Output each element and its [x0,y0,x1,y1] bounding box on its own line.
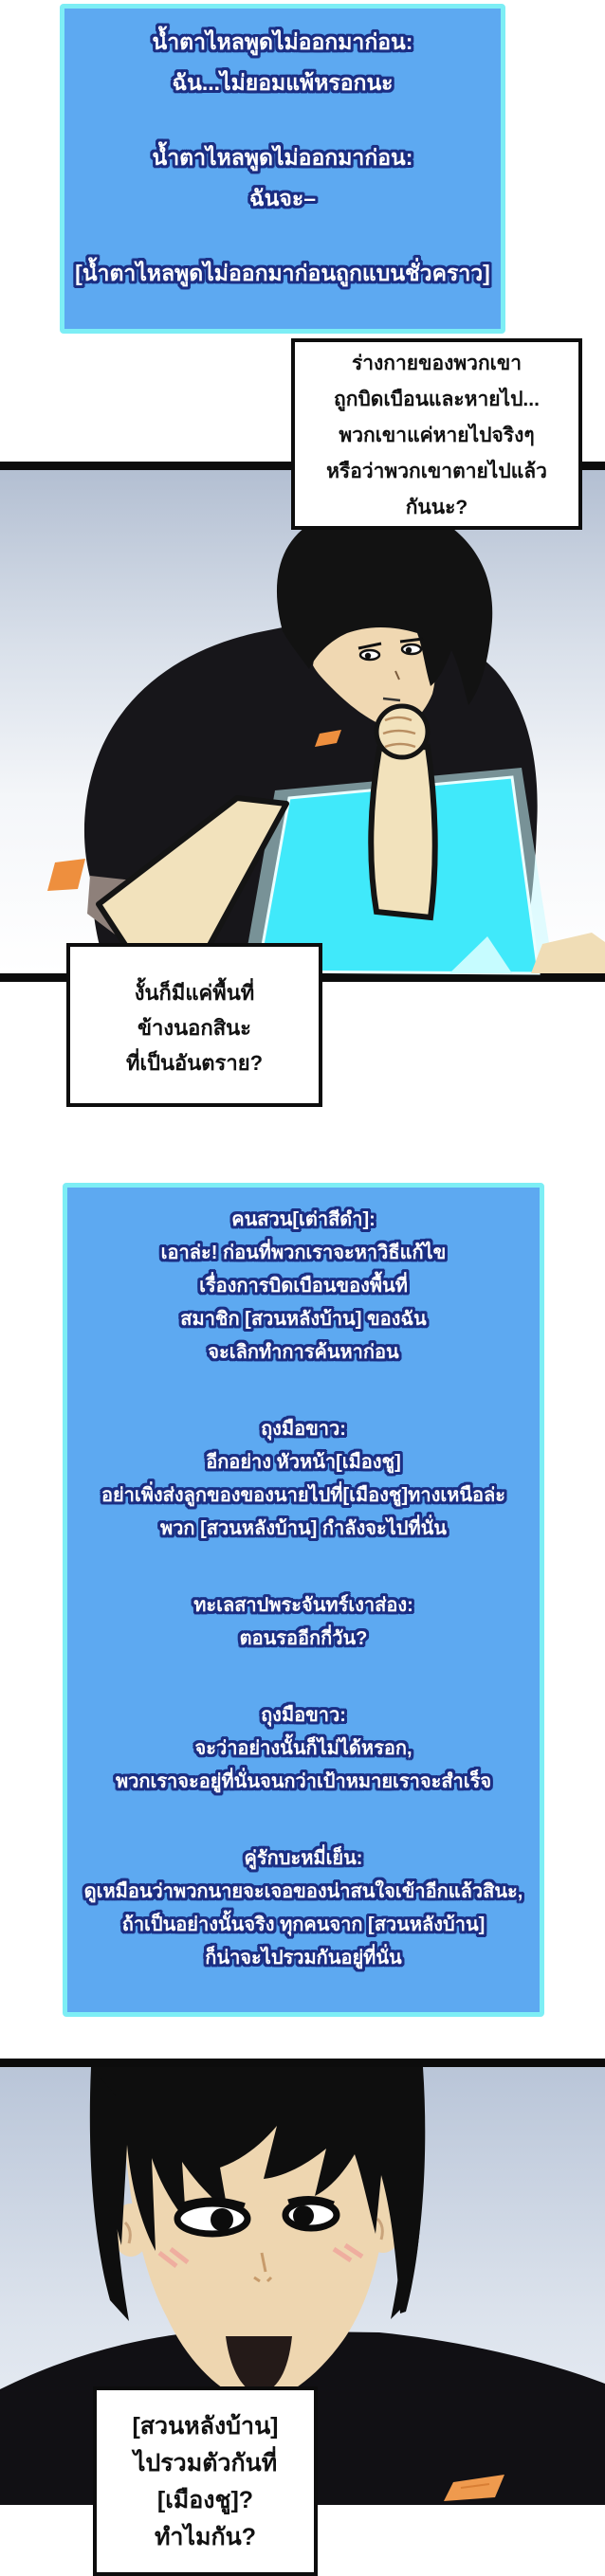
dialogue-line: ที่เป็นอันตราย? [125,1051,264,1075]
chat-line: ตอนรออีกกี่วัน? [239,1628,368,1649]
dialogue-line: [สวนหลังบ้าน] [132,2413,279,2440]
dialogue-line: พวกเขาแค่หายไปจริงๆ [339,425,535,446]
chat-message [64,137,501,219]
chat-line: เอาล่ะ! ก่อนที่พวกเราจะหาวิธีแก้ไข [160,1243,447,1263]
chat-line: ก็น่าจะไปรวมกันอยู่ที่นั่น [205,1948,402,1968]
speech-bubble-bottom [93,2386,318,2576]
dialogue-line: ข้างนอกสินะ [138,1016,251,1040]
chat-line: อย่าเพิ่งส่งลูกของของนายไปที่[เมืองชู]ทางเหนือล่ะ [101,1485,506,1506]
chat-message [64,22,501,103]
system-ban-notice: [น้ำตาไหลพูดไม่ออกมาก่อนถูกแบนชั่วคราว] [75,261,490,285]
chat-message [67,1842,540,1975]
chat-line: ถ้าเป็นอย่างนั้นจริง ทุกคนจาก [สวนหลังบ้าน] [121,1914,486,1935]
chat-sender: ถุงมือขาว: [261,1705,346,1726]
speech-bubble-top-right [291,338,582,530]
chat-line: สมาชิก [สวนหลังบ้าน] ของฉัน [180,1309,427,1330]
dialogue-line: หรือว่าพวกเขาตายไปแล้ว [326,461,547,482]
dialogue-line: กันนะ? [405,497,468,518]
dialogue-line: ถูกบิดเบือนและหายไป... [334,389,540,410]
chat-line: จะเลิกทำการค้นหาก่อน [208,1342,399,1363]
system-chat-box-main [63,1183,544,2017]
right-forearm [371,747,434,917]
sleeve-tag [47,859,85,891]
chat-line: น้ำตาไหลพูดไม่ออกมาก่อน: [152,29,413,54]
dialogue-line: [เมืองชู]? [156,2487,254,2513]
speech-bubble-mid-left [66,943,322,1107]
chat-message [67,1589,540,1656]
chat-line: ฉัน...ไม่ยอมแพ้หรอกนะ [172,70,394,95]
dialogue-line: งั้นก็มีแค่พื้นที่ [134,981,255,1005]
dialogue-line: ร่างกายของพวกเขา [351,353,522,374]
chat-line: เรื่องการบิดเบือนของพื้นที่ [199,1276,408,1297]
chat-line: พวกเราจะอยู่ที่นั่นจนกว่าเป้าหมายเราจะสำเร็จ [115,1771,492,1792]
system-chat-box-top [60,4,505,334]
chat-sender: คนสวน[เต่าสีดำ]: [231,1209,376,1230]
chat-message [64,253,501,294]
chat-sender: ถุงมือขาว: [261,1419,346,1440]
chat-sender: คู่รักบะหมี่เย็น: [244,1848,363,1869]
chat-message [67,1699,540,1799]
dialogue-line: ไปรวมตัวกันที่ [133,2450,278,2476]
chat-message [67,1413,540,1546]
chat-line: น้ำตาไหลพูดไม่ออกมาก่อน: [152,145,413,170]
chat-sender: ทะเลสาปพระจันทร์เงาส่อง: [193,1595,413,1616]
character-1-illustration [0,470,605,973]
chat-line: อีกอย่าง หัวหน้า[เมืองชู] [206,1452,401,1473]
chat-line: พวก [สวนหลังบ้าน] กำลังจะไปที่นั่น [160,1518,447,1539]
chat-line: ดูเหมือนว่าพวกนายจะเจอของน่าสนใจเข้าอีกแล้วสินะ, [83,1881,523,1902]
panel-thinking-character [0,462,605,982]
chat-line: จะว่าอย่างนั้นก็ไม่ได้หรอก, [194,1738,412,1759]
chat-message [67,1204,540,1370]
chat-line: ฉันจะ– [248,186,316,210]
dialogue-line: ทำไมกัน? [154,2524,257,2550]
